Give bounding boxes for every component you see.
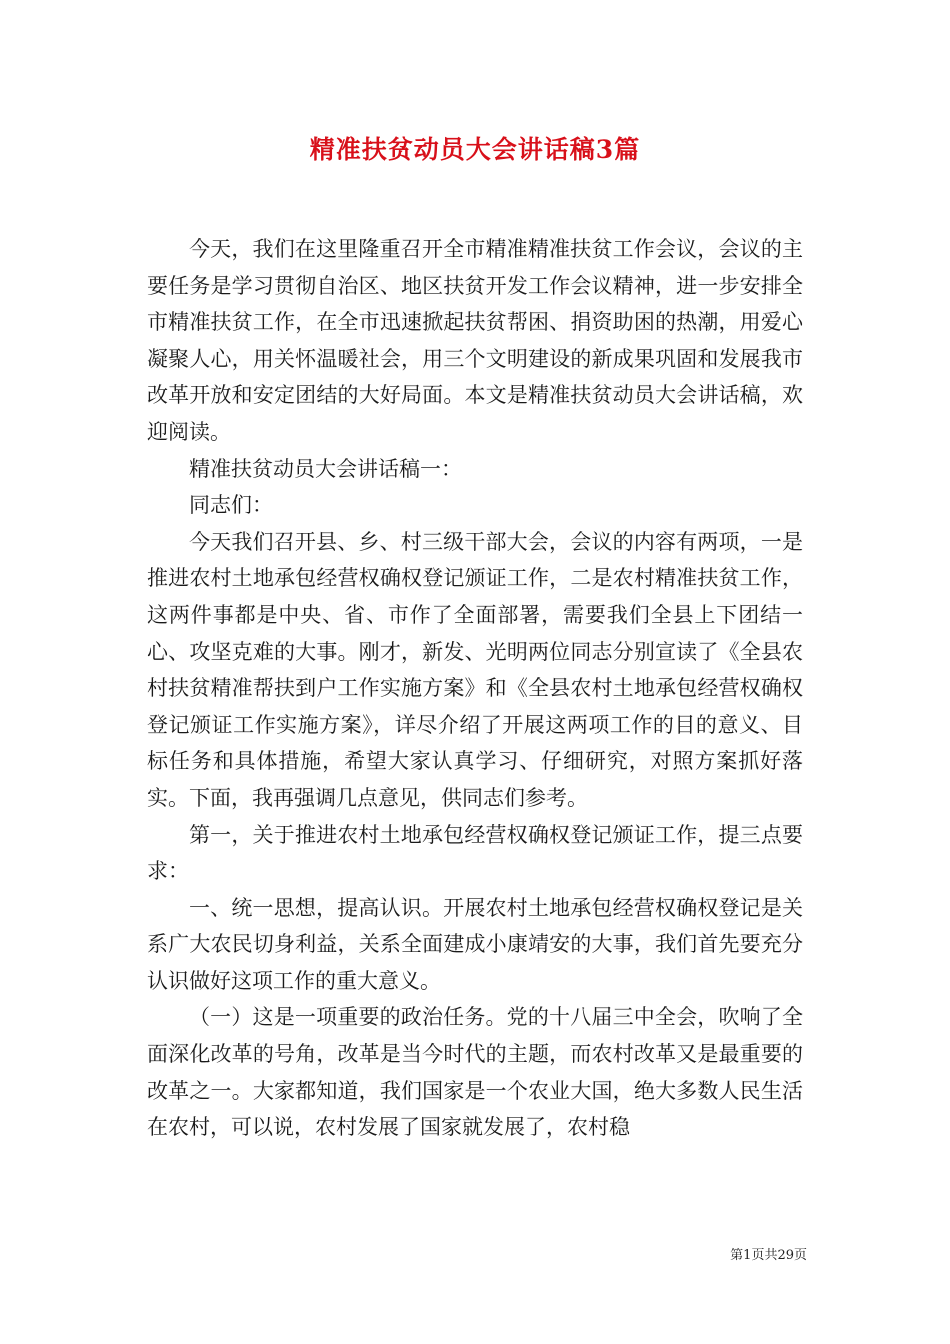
paragraph-unify-thinking: 一、统一思想，提高认识。开展农村土地承包经营权确权登记是关系广大农民切身利益，关系全面建成小康靖安的大事，我们首先要充分认识做好这项工作的重大意义。 bbox=[147, 895, 803, 993]
paragraph-salutation: 同志们： bbox=[189, 493, 273, 518]
document-title: 精准扶贫动员大会讲话稿3篇 bbox=[309, 135, 641, 164]
paragraph-political-task: （一）这是一项重要的政治任务。党的十八届三中全会，吹响了全面深化改革的号角，改革是当今时代的主题，而农村改革又是最重要的改革之一。大家都知道，我们国家是一个农业大国，绝大多数人民生活在农村，可以说，农村发展了国家就发展了，农村稳 bbox=[147, 1005, 803, 1140]
paragraph-meeting-overview: 今天我们召开县、乡、村三级干部大会，会议的内容有两项，一是推进农村土地承包经营权确权登记颁证工作，二是农村精准扶贫工作，这两件事都是中央、省、市作了全面部署，需要我们全县上下团结一心、攻坚克难的大事。刚才，新发、光明两位同志分别宣读了《全县农村扶贫精准帮扶到户工作实施方案》和《全县农村土地承包经营权确权登记颁证工作实施方案》，详尽介绍了开展这两项工作的目的意义、目标任务和具体措施，希望大家认真学习、仔细研究，对照方案抓好落实。下面，我再强调几点意见，供同志们参考。 bbox=[147, 529, 803, 810]
paragraph-speech-heading: 精准扶贫动员大会讲话稿一： bbox=[189, 456, 462, 481]
page-number: 第1页共29页 bbox=[730, 1248, 807, 1263]
document-body bbox=[147, 231, 803, 1146]
paragraph-first-point: 第一，关于推进农村土地承包经营权确权登记颁证工作，提三点要求： bbox=[147, 822, 803, 884]
paragraph-intro: 今天，我们在这里隆重召开全市精准精准扶贫工作会议，会议的主要任务是学习贯彻自治区、地区扶贫开发工作会议精神，进一步安排全市精准扶贫工作，在全市迅速掀起扶贫帮困、捐资助困的热潮，用爱心凝聚人心，用关怀温暖社会，用三个文明建设的新成果巩固和发展我市改革开放和安定团结的大好局面。本文是精准扶贫动员大会讲话稿，欢迎阅读。 bbox=[147, 237, 803, 444]
